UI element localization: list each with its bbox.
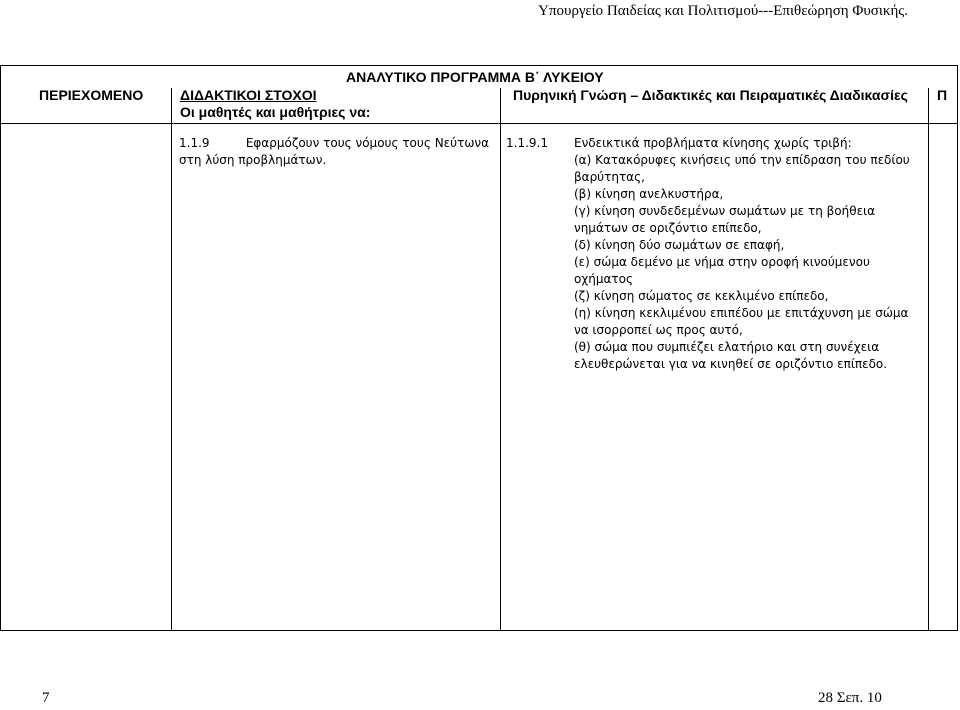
core-line: (η) κίνηση κεκλιμένου επιπέδου με επιτάχυνση με σώμα (574, 306, 909, 320)
column-divider-3 (928, 88, 929, 630)
column-divider-2 (500, 88, 501, 630)
core-line: βαρύτητας, (574, 170, 645, 184)
objective-number: 1.1.9 (179, 136, 210, 150)
objective-line-1: Εφαρμόζουν τους νόμους τους Νεύτωνα (245, 136, 489, 150)
objective-cell (179, 135, 489, 169)
core-line: Ενδεικτικά προβλήματα κίνησης χωρίς τριβή: (574, 136, 852, 150)
objective-line-2: στη λύση προβλημάτων. (179, 153, 327, 167)
core-line: (α) Κατακόρυφες κινήσεις υπό την επίδραση του πεδίου (574, 153, 910, 167)
core-line: (β) κίνηση ανελκυστήρα, (574, 187, 724, 201)
objectives-subheader: Οι μαθητές και μαθήτριες να: (180, 104, 371, 120)
core-line: (ε) σώμα δεμένο με νήμα στην οροφή κινούμενου (574, 255, 870, 269)
core-cell (574, 135, 920, 373)
column-header-p: Π (937, 87, 948, 103)
footer-date: 28 Σεπ. 10 (818, 690, 882, 706)
curriculum-table (0, 65, 958, 631)
core-line: (γ) κίνηση συνδεδεμένων σωμάτων με τη βοήθεια (574, 204, 876, 218)
core-line: νημάτων σε οριζόντιο επίπεδο, (574, 221, 762, 235)
table-title: ΑΝΑΛΥΤΙΚΟ ΠΡΟΓΡΑΜΜΑ Β΄ ΛΥΚΕΙΟΥ (346, 69, 604, 85)
core-line: να ισορροπεί ως προς αυτό, (574, 323, 743, 337)
core-line: (ζ) κίνηση σώματος σε κεκλιμένο επίπεδο, (574, 289, 829, 303)
column-header-objectives: ΔΙΔΑΚΤΙΚΟΙ ΣΤΟΧΟΙ (180, 87, 317, 103)
column-header-core-knowledge: Πυρηνική Γνώση – Διδακτικές και Πειραματικές Διαδικασίες (513, 87, 908, 103)
core-line: οχήματος (574, 272, 634, 286)
header-divider (1, 123, 957, 124)
running-header: Υπουργείο Παιδείας και Πολιτισμού---Επιθεώρηση Φυσικής. (538, 3, 908, 19)
column-header-content: ΠΕΡΙΕΧΟΜΕΝΟ (39, 87, 144, 103)
page-number: 7 (42, 690, 50, 706)
column-divider-1 (171, 88, 172, 630)
core-line: (θ) σώμα που συμπιέζει ελατήριο και στη συνέχεια (574, 340, 880, 354)
core-line: (δ) κίνηση δύο σωμάτων σε επαφή, (574, 238, 785, 252)
core-number: 1.1.9.1 (506, 136, 548, 150)
core-line: ελευθερώνεται για να κινηθεί σε οριζόντιο επίπεδο. (574, 357, 888, 371)
